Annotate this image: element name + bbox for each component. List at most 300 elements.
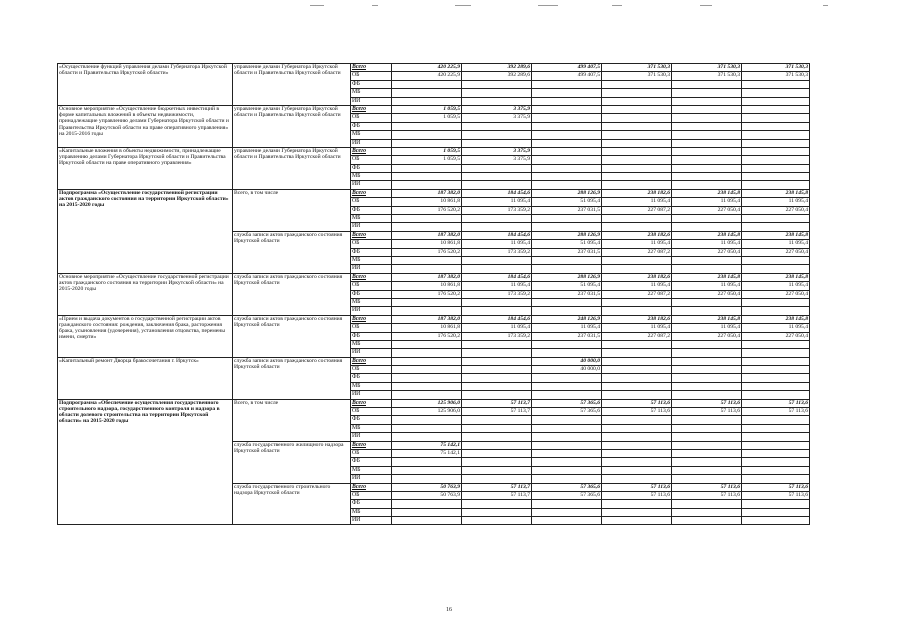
amount-cell xyxy=(742,181,810,189)
program-name-cell: «Осуществление функций управления делами Губернатора Иркутской области и Правительства Иркутской области» xyxy=(58,64,233,106)
amount-cell xyxy=(462,131,532,139)
amount-cell: 237 031,5 xyxy=(532,290,602,298)
amount-cell xyxy=(462,466,532,474)
responsible-executor-cell: Всего, в том числе xyxy=(233,399,351,441)
amount-cell xyxy=(462,181,532,189)
amount-cell xyxy=(742,508,810,516)
amount-cell xyxy=(742,500,810,508)
amount-cell xyxy=(602,89,672,97)
amount-cell xyxy=(602,466,672,474)
amount-cell: 125 906,0 xyxy=(392,399,462,407)
amount-cell: 392 289,6 xyxy=(462,64,532,72)
amount-cell xyxy=(672,114,742,122)
amount-cell xyxy=(392,89,462,97)
amount-cell: 10 861,8 xyxy=(392,324,462,332)
amount-cell: 57 365,6 xyxy=(532,483,602,491)
amount-cell xyxy=(532,340,602,348)
amount-cell: 227 087,2 xyxy=(602,248,672,256)
amount-cell: 187 382,0 xyxy=(392,189,462,197)
amount-cell xyxy=(392,139,462,147)
funding-source-cell: Всего xyxy=(351,147,392,155)
amount-cell: 57 113,6 xyxy=(672,399,742,407)
amount-cell xyxy=(392,366,462,374)
amount-cell xyxy=(742,307,810,315)
amount-cell xyxy=(462,449,532,457)
amount-cell xyxy=(672,500,742,508)
amount-cell: 57 113,6 xyxy=(602,483,672,491)
amount-cell xyxy=(672,458,742,466)
amount-cell xyxy=(532,223,602,231)
table-row xyxy=(58,64,810,72)
amount-cell: 227 087,2 xyxy=(602,290,672,298)
funding-source-cell: ИИ xyxy=(351,265,392,273)
amount-cell: 499 407,5 xyxy=(532,72,602,80)
table-row xyxy=(58,315,810,323)
amount-cell: 227 050,4 xyxy=(672,290,742,298)
amount-cell: 238 145,8 xyxy=(742,273,810,281)
amount-cell xyxy=(742,97,810,105)
amount-cell xyxy=(462,265,532,273)
amount-cell xyxy=(672,105,742,113)
amount-cell: 57 113,6 xyxy=(602,408,672,416)
funding-source-cell: ФБ xyxy=(351,206,392,214)
amount-cell: 238 182,6 xyxy=(602,231,672,239)
amount-cell xyxy=(672,173,742,181)
amount-cell xyxy=(672,147,742,155)
amount-cell xyxy=(462,517,532,525)
funding-source-cell: ОБ xyxy=(351,366,392,374)
amount-cell xyxy=(672,366,742,374)
amount-cell xyxy=(672,97,742,105)
amount-cell: 187 382,0 xyxy=(392,231,462,239)
amount-cell xyxy=(462,441,532,449)
amount-cell: 57 365,6 xyxy=(532,408,602,416)
amount-cell: 173 359,2 xyxy=(462,206,532,214)
amount-cell xyxy=(602,441,672,449)
funding-source-cell: ИИ xyxy=(351,97,392,105)
funding-source-cell: ФБ xyxy=(351,500,392,508)
funding-source-cell: ОБ xyxy=(351,240,392,248)
amount-cell: 371 530,3 xyxy=(672,72,742,80)
amount-cell xyxy=(602,307,672,315)
amount-cell xyxy=(392,265,462,273)
amount-cell xyxy=(392,340,462,348)
table-row xyxy=(58,399,810,407)
amount-cell xyxy=(392,433,462,441)
amount-cell xyxy=(602,139,672,147)
amount-cell: 248 126,9 xyxy=(532,315,602,323)
amount-cell: 176 520,2 xyxy=(392,290,462,298)
amount-cell xyxy=(462,80,532,88)
responsible-executor-cell: служба государственного жилищного надзора Иркутской области xyxy=(233,441,351,483)
amount-cell: 227 050,4 xyxy=(742,290,810,298)
amount-cell xyxy=(392,307,462,315)
amount-cell xyxy=(672,416,742,424)
amount-cell: 57 113,7 xyxy=(462,408,532,416)
amount-cell xyxy=(672,139,742,147)
amount-cell: 11 095,4 xyxy=(672,282,742,290)
amount-cell xyxy=(602,391,672,399)
funding-source-cell: ИИ xyxy=(351,139,392,147)
funding-source-cell: ФБ xyxy=(351,290,392,298)
funding-source-cell: ОБ xyxy=(351,156,392,164)
amount-cell: 11 095,4 xyxy=(602,324,672,332)
amount-cell xyxy=(672,265,742,273)
amount-cell xyxy=(672,508,742,516)
amount-cell xyxy=(742,340,810,348)
amount-cell xyxy=(742,366,810,374)
amount-cell: 392 289,6 xyxy=(462,72,532,80)
amount-cell xyxy=(532,416,602,424)
amount-cell xyxy=(392,80,462,88)
amount-cell xyxy=(602,147,672,155)
amount-cell: 227 087,2 xyxy=(602,332,672,340)
amount-cell xyxy=(602,256,672,264)
amount-cell: 227 050,4 xyxy=(672,332,742,340)
amount-cell: 238 182,6 xyxy=(602,273,672,281)
amount-cell: 238 145,8 xyxy=(672,315,742,323)
funding-source-cell: ОБ xyxy=(351,114,392,122)
amount-cell: 57 113,6 xyxy=(602,491,672,499)
amount-cell xyxy=(532,122,602,130)
amount-cell xyxy=(392,475,462,483)
amount-cell xyxy=(532,441,602,449)
amount-cell xyxy=(602,223,672,231)
amount-cell xyxy=(392,508,462,516)
amount-cell: 1 059,5 xyxy=(392,114,462,122)
funding-source-cell: ОБ xyxy=(351,449,392,457)
amount-cell xyxy=(532,382,602,390)
amount-cell xyxy=(742,298,810,306)
amount-cell xyxy=(392,466,462,474)
amount-cell xyxy=(742,374,810,382)
amount-cell: 238 145,8 xyxy=(672,273,742,281)
amount-cell xyxy=(392,374,462,382)
amount-cell xyxy=(462,500,532,508)
amount-cell xyxy=(602,500,672,508)
responsible-executor-cell: служба государственного строительного надзора Иркутской области xyxy=(233,483,351,525)
amount-cell: 238 145,8 xyxy=(742,231,810,239)
amount-cell xyxy=(742,357,810,365)
amount-cell xyxy=(742,265,810,273)
amount-cell xyxy=(742,131,810,139)
amount-cell xyxy=(392,458,462,466)
funding-source-cell: ИИ xyxy=(351,391,392,399)
amount-cell xyxy=(742,449,810,457)
amount-cell xyxy=(392,349,462,357)
amount-cell xyxy=(532,215,602,223)
amount-cell xyxy=(672,433,742,441)
funding-source-cell: МБ xyxy=(351,298,392,306)
amount-cell: 40 000,0 xyxy=(532,366,602,374)
amount-cell: 57 113,6 xyxy=(742,408,810,416)
amount-cell: 57 113,6 xyxy=(742,491,810,499)
funding-source-cell: ИИ xyxy=(351,307,392,315)
amount-cell: 51 095,4 xyxy=(532,240,602,248)
amount-cell: 75 142,1 xyxy=(392,441,462,449)
amount-cell: 237 031,5 xyxy=(532,332,602,340)
amount-cell xyxy=(392,122,462,130)
amount-cell: 227 050,4 xyxy=(672,248,742,256)
amount-cell xyxy=(462,340,532,348)
amount-cell: 187 382,0 xyxy=(392,273,462,281)
amount-cell: 57 113,6 xyxy=(742,483,810,491)
amount-cell: 11 095,4 xyxy=(602,198,672,206)
amount-cell xyxy=(532,173,602,181)
funding-source-cell: ФБ xyxy=(351,80,392,88)
amount-cell xyxy=(462,122,532,130)
amount-cell: 371 530,3 xyxy=(602,64,672,72)
funding-source-cell: Всего xyxy=(351,483,392,491)
amount-cell xyxy=(532,105,602,113)
amount-cell: 11 095,4 xyxy=(462,240,532,248)
funding-source-cell: Всего xyxy=(351,357,392,365)
amount-cell xyxy=(672,357,742,365)
responsible-executor-cell: служба записи актов гражданского состояния Иркутской области xyxy=(233,357,351,399)
amount-cell xyxy=(672,475,742,483)
amount-cell xyxy=(392,500,462,508)
amount-cell: 371 530,3 xyxy=(602,72,672,80)
amount-cell: 237 031,5 xyxy=(532,206,602,214)
amount-cell xyxy=(532,449,602,457)
amount-cell xyxy=(602,265,672,273)
amount-cell: 176 520,2 xyxy=(392,206,462,214)
amount-cell xyxy=(672,256,742,264)
amount-cell: 11 095,4 xyxy=(462,198,532,206)
amount-cell xyxy=(532,80,602,88)
amount-cell: 238 145,8 xyxy=(672,231,742,239)
amount-cell: 184 454,6 xyxy=(462,315,532,323)
program-name-cell: Подпрограмма «Обеспечение осуществления государственного строительного надзора, государственного контроля и надзора в области долевого строительства на территории Иркутской области» на 2015-2020 годы xyxy=(58,399,233,525)
amount-cell: 184 454,6 xyxy=(462,273,532,281)
amount-cell: 3 375,9 xyxy=(462,156,532,164)
amount-cell xyxy=(532,374,602,382)
amount-cell xyxy=(462,89,532,97)
amount-cell xyxy=(742,349,810,357)
amount-cell xyxy=(462,215,532,223)
amount-cell: 50 763,9 xyxy=(392,491,462,499)
scan-artifacts xyxy=(0,0,905,14)
amount-cell xyxy=(672,156,742,164)
amount-cell xyxy=(742,105,810,113)
amount-cell xyxy=(602,215,672,223)
amount-cell: 227 050,4 xyxy=(742,248,810,256)
amount-cell: 238 145,8 xyxy=(742,315,810,323)
funding-source-cell: МБ xyxy=(351,424,392,432)
funding-source-cell: ИИ xyxy=(351,349,392,357)
amount-cell xyxy=(392,416,462,424)
amount-cell: 11 095,4 xyxy=(742,282,810,290)
amount-cell: 51 095,4 xyxy=(532,198,602,206)
amount-cell: 238 145,8 xyxy=(672,189,742,197)
amount-cell xyxy=(602,156,672,164)
amount-cell xyxy=(602,173,672,181)
amount-cell xyxy=(742,433,810,441)
amount-cell xyxy=(532,424,602,432)
amount-cell xyxy=(392,164,462,172)
amount-cell: 3 375,9 xyxy=(462,114,532,122)
amount-cell xyxy=(742,391,810,399)
amount-cell: 57 113,7 xyxy=(462,491,532,499)
amount-cell xyxy=(462,458,532,466)
amount-cell xyxy=(392,357,462,365)
amount-cell xyxy=(602,298,672,306)
amount-cell xyxy=(392,391,462,399)
funding-source-cell: ИИ xyxy=(351,475,392,483)
amount-cell xyxy=(672,441,742,449)
amount-cell: 420 225,9 xyxy=(392,64,462,72)
amount-cell: 238 182,6 xyxy=(602,189,672,197)
amount-cell xyxy=(532,265,602,273)
amount-cell xyxy=(532,458,602,466)
amount-cell xyxy=(532,508,602,516)
amount-cell: 238 182,6 xyxy=(602,315,672,323)
amount-cell xyxy=(462,256,532,264)
amount-cell xyxy=(602,416,672,424)
amount-cell xyxy=(462,139,532,147)
amount-cell xyxy=(742,416,810,424)
amount-cell xyxy=(462,475,532,483)
amount-cell xyxy=(672,424,742,432)
amount-cell: 57 365,6 xyxy=(532,399,602,407)
amount-cell xyxy=(742,89,810,97)
amount-cell xyxy=(742,156,810,164)
amount-cell: 57 113,6 xyxy=(672,408,742,416)
amount-cell xyxy=(602,349,672,357)
amount-cell: 50 763,9 xyxy=(392,483,462,491)
amount-cell xyxy=(742,466,810,474)
amount-cell xyxy=(742,139,810,147)
amount-cell xyxy=(602,433,672,441)
amount-cell: 187 382,0 xyxy=(392,315,462,323)
program-name-cell: Подпрограмма «Осуществление государственной регистрации актов гражданского состояния на территории Иркутской области» на 2015-2020 годы xyxy=(58,189,233,273)
budget-table xyxy=(57,63,810,525)
amount-cell xyxy=(392,181,462,189)
amount-cell: 11 095,4 xyxy=(672,324,742,332)
amount-cell xyxy=(742,164,810,172)
amount-cell: 51 095,4 xyxy=(532,282,602,290)
amount-cell xyxy=(742,215,810,223)
funding-source-cell: МБ xyxy=(351,508,392,516)
amount-cell: 11 095,4 xyxy=(672,240,742,248)
amount-cell: 3 375,9 xyxy=(462,147,532,155)
responsible-executor-cell: служба записи актов гражданского состояния Иркутской области xyxy=(233,273,351,315)
amount-cell: 176 520,2 xyxy=(392,332,462,340)
amount-cell xyxy=(672,449,742,457)
amount-cell: 499 407,5 xyxy=(532,64,602,72)
amount-cell: 11 095,4 xyxy=(462,324,532,332)
funding-source-cell: МБ xyxy=(351,173,392,181)
funding-source-cell: ФБ xyxy=(351,374,392,382)
amount-cell xyxy=(672,391,742,399)
funding-source-cell: ОБ xyxy=(351,491,392,499)
budget-table-body xyxy=(58,64,810,525)
amount-cell: 371 530,3 xyxy=(742,72,810,80)
amount-cell xyxy=(602,458,672,466)
responsible-executor-cell: Всего, в том числе xyxy=(233,189,351,231)
table-row xyxy=(58,273,810,281)
amount-cell xyxy=(532,298,602,306)
amount-cell xyxy=(392,517,462,525)
program-name-cell: Основное мероприятие «Осуществление бюджетных инвестиций в форме капитальных вложений в объекты недвижимости, принадлежащие управлению делами Губернатора Иркутской области и Правительства Иркутской области на праве оперативного управления» на 2015-2016 годы xyxy=(58,105,233,147)
amount-cell xyxy=(462,424,532,432)
amount-cell xyxy=(462,164,532,172)
amount-cell xyxy=(602,97,672,105)
amount-cell: 57 113,7 xyxy=(462,399,532,407)
funding-source-cell: Всего xyxy=(351,105,392,113)
amount-cell xyxy=(672,131,742,139)
amount-cell xyxy=(602,131,672,139)
amount-cell xyxy=(532,131,602,139)
amount-cell: 238 145,8 xyxy=(742,189,810,197)
responsible-executor-cell: управление делами Губернатора Иркутской области и Правительства Иркутской области xyxy=(233,64,351,106)
amount-cell xyxy=(742,458,810,466)
funding-source-cell: Всего xyxy=(351,189,392,197)
funding-source-cell: Всего xyxy=(351,64,392,72)
funding-source-cell: МБ xyxy=(351,89,392,97)
amount-cell xyxy=(602,164,672,172)
amount-cell xyxy=(392,382,462,390)
amount-cell xyxy=(462,416,532,424)
funding-source-cell: ФБ xyxy=(351,164,392,172)
amount-cell xyxy=(742,382,810,390)
funding-source-cell: МБ xyxy=(351,256,392,264)
amount-cell xyxy=(462,223,532,231)
amount-cell xyxy=(672,466,742,474)
amount-cell xyxy=(392,131,462,139)
amount-cell: 3 375,9 xyxy=(462,105,532,113)
amount-cell: 173 359,2 xyxy=(462,290,532,298)
amount-cell: 1 059,5 xyxy=(392,105,462,113)
amount-cell xyxy=(672,298,742,306)
page-number: 16 xyxy=(446,607,452,613)
amount-cell: 10 861,8 xyxy=(392,240,462,248)
amount-cell xyxy=(602,517,672,525)
amount-cell: 11 095,4 xyxy=(742,324,810,332)
amount-cell xyxy=(672,80,742,88)
funding-source-cell: МБ xyxy=(351,131,392,139)
amount-cell: 371 530,3 xyxy=(672,64,742,72)
amount-cell xyxy=(532,181,602,189)
amount-cell xyxy=(742,424,810,432)
funding-source-cell: ФБ xyxy=(351,122,392,130)
amount-cell xyxy=(602,449,672,457)
amount-cell xyxy=(392,298,462,306)
program-name-cell: «Капитальный ремонт Дворца бракосочетания г. Иркутск» xyxy=(58,357,233,399)
amount-cell: 184 454,6 xyxy=(462,189,532,197)
amount-cell: 227 087,2 xyxy=(602,206,672,214)
amount-cell: 227 050,4 xyxy=(742,206,810,214)
funding-source-cell: Всего xyxy=(351,315,392,323)
amount-cell xyxy=(602,114,672,122)
amount-cell: 57 365,6 xyxy=(532,491,602,499)
table-row xyxy=(58,105,810,113)
amount-cell xyxy=(672,307,742,315)
amount-cell xyxy=(602,475,672,483)
amount-cell xyxy=(672,89,742,97)
amount-cell: 11 095,4 xyxy=(742,240,810,248)
amount-cell: 237 031,5 xyxy=(532,248,602,256)
amount-cell xyxy=(602,366,672,374)
amount-cell xyxy=(462,173,532,181)
amount-cell xyxy=(532,500,602,508)
amount-cell: 288 126,9 xyxy=(532,273,602,281)
amount-cell: 11 095,4 xyxy=(532,324,602,332)
amount-cell: 288 126,9 xyxy=(532,189,602,197)
amount-cell xyxy=(532,307,602,315)
funding-source-cell: ОБ xyxy=(351,282,392,290)
amount-cell xyxy=(532,466,602,474)
